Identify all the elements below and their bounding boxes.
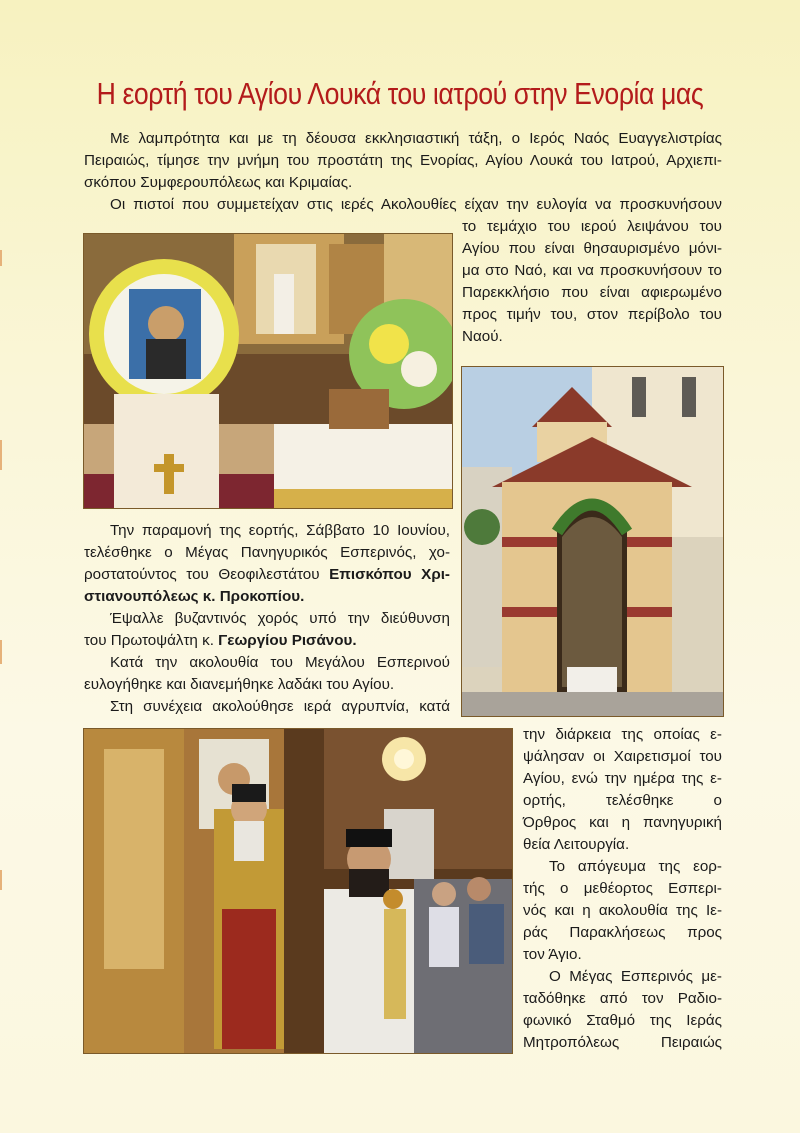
text-line: Αγίου που είναι θησαυρισμένο μόνι- [462, 240, 722, 257]
text-line: θεία Λειτουργία. [523, 836, 630, 853]
photo-icon-shrine [83, 233, 453, 509]
text-line: Οι πιστοί που συμμετείχαν στις ιερές Ακολουθίες είχαν την ευλογία να προσκυνήσουν [110, 196, 722, 213]
text-line: σκόπου Συμφερουπόλεως και Κριμαίας. [84, 174, 353, 191]
text-line: Ο Μέγας Εσπερινός με- [549, 968, 722, 985]
bishop-name: στιανουπόλεως κ. Προκοπίου. [84, 588, 305, 605]
text-line: Όρθρος και η πανηγυρική [523, 814, 722, 831]
text-line: την διάρκεια της οποίας ε- [523, 726, 722, 743]
text-line [84, 564, 450, 586]
text-line: Στη συνέχεια ακολούθησε ιερά αγρυπνία, κατά [110, 698, 450, 715]
text-line: ορτής, τελέσθηκε ο [523, 792, 722, 809]
text-line: Ναού. [462, 328, 503, 345]
text-line [84, 586, 450, 608]
text-line: ταδόθηκε από τον Ραδιο- [523, 990, 722, 1007]
photo-clergy [83, 728, 513, 1054]
text-line: Έψαλλε βυζαντινός χορός υπό την διεύθυνση [110, 610, 450, 627]
text-line: προς τιμήν του, στον περίβολο του [462, 306, 722, 323]
text-line: τής ο μεθέορτος Εσπερι- [523, 880, 722, 897]
relic-paragraph [462, 216, 722, 348]
photo-chapel-image [462, 367, 723, 716]
photo-icon-shrine-image [84, 234, 452, 508]
edge-marker [0, 870, 2, 890]
text-line: Το απόγευμα της εορ- [549, 858, 722, 875]
text-line: μα στο Ναό, και να προσκυνήσουν το [462, 262, 722, 279]
chanter-name: Γεωργίου Ρισάνου. [218, 632, 357, 649]
text-line [84, 630, 450, 652]
text-line: Με λαμπρότητα και με τη δέουσα εκκλησιαστική τάξη, ο Ιερός Ναός Ευαγγελιστρίας [110, 130, 722, 147]
intro-paragraph [84, 128, 722, 216]
text-line: Την παραμονή της εορτής, Σάββατο 10 Ιουνίου, [110, 522, 450, 539]
text-line: Πειραιώς, τίμησε την μνήμη του προστάτη της Ενορίας, Αγίου Λουκά του Ιατρού, Αρχιεπι- [84, 152, 722, 169]
text-line: τελέσθηκε ο Μέγας Πανηγυρικός Εσπερινός, χο- [84, 544, 450, 561]
bishop-name: Επισκόπου Χρι- [329, 566, 450, 583]
text-line: νός και η ακολουθία της Ιε- [523, 902, 722, 919]
text-line: το τεμάχιο του ιερού λειψάνου του [462, 218, 722, 235]
text-line: φωνικό Σταθμό της Ιεράς [523, 1012, 722, 1029]
text-segment: του Πρωτοψάλτη κ. [84, 632, 219, 649]
text-line: Αγίου, ενώ την ημέρα της ε- [523, 770, 722, 787]
edge-marker [0, 440, 2, 470]
edge-marker [0, 640, 2, 664]
text-line: ψάλησαν οι Χαιρετισμοί του [523, 748, 722, 765]
edge-marker [0, 250, 2, 266]
text-segment: ροστατούντος του Θεοφιλεστάτου [84, 566, 330, 583]
text-line: Παρεκκλήσιο που είναι αφιερωμένο [462, 284, 722, 301]
photo-clergy-image [84, 729, 512, 1053]
text-line: ράς Παρακλήσεως προς [523, 924, 722, 941]
text-line: τον Άγιο. [523, 946, 582, 963]
vespers-paragraph [84, 520, 450, 718]
text-line: Μητροπόλεως Πειραιώς [523, 1034, 722, 1051]
page-title: Η εορτή του Αγίου Λουκά του ιατρού στην Ενορία μας [96, 76, 704, 111]
vigil-paragraph [523, 724, 722, 1054]
text-line: Κατά την ακολουθία του Μεγάλου Εσπερινού [110, 654, 450, 671]
text-line: ευλογήθηκε και διανεμήθηκε λαδάκι του Αγίου. [84, 676, 395, 693]
photo-chapel [461, 366, 724, 717]
